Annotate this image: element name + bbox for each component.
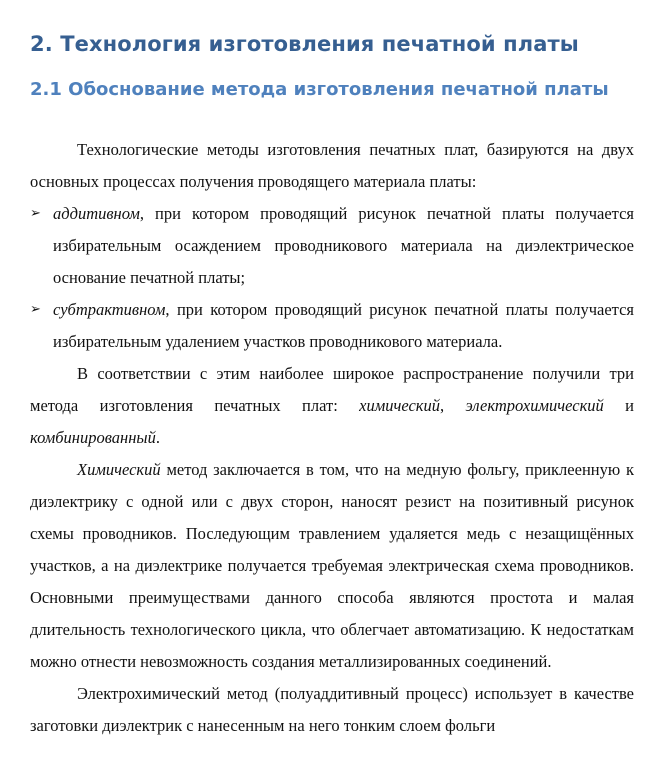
chemical-term: Химический [77,460,161,479]
subsection-heading: 2.1 Обоснование метода изготовления печатной платы [30,79,609,100]
section-heading: 2. Технология изготовления печатной платы [30,32,579,56]
list-item-additive [30,198,634,294]
intro-paragraph: Технологические методы изготовления печатных плат, базируются на двух основных процессах получения проводящего материала платы: [30,140,634,191]
additive-term: аддитивном [53,204,140,223]
method-chemical: химический [359,396,441,415]
arrowhead-bullet-icon: ➢ [30,302,41,317]
list-item-subtractive [30,294,634,358]
subtractive-description: , при котором проводящий рисунок печатной платы получается избирательным удалением участков проводникового материала. [53,300,634,351]
methods-text: В соответствии с этим наиболее широкое распространение получили три метода изготовления печатных плат: [30,364,634,415]
methods-paragraph [30,358,634,454]
separator: и [603,396,634,415]
electrochemical-method-paragraph: Электрохимический метод (полуаддитивный процесс) использует в качестве заготовки диэлектрик с нанесенным на него тонким слоем фольги [30,684,634,735]
period: . [155,428,160,447]
additive-description: , при котором проводящий рисунок печатной платы получается избирательным осаждением проводникового материала на диэлектрическое основание печатной платы; [53,204,634,287]
separator: , [440,396,466,415]
arrowhead-bullet-icon: ➢ [30,206,41,221]
chemical-description: метод заключается в том, что на медную фольгу, приклеенную к диэлектрику с одной или с двух сторон, наносят резист на позитивный рисунок схемы проводников. Последующим травлением удаляется медь с незащищённых участков, а на диэлектрике получается требуемая электрическая схема проводников. Основными преимуществами данного способа являются простота и малая длительность технологического цикла, что облегчает автоматизацию. К недостаткам можно отнести невозможность создания металлизированных соединений. [30,460,634,671]
document-body [30,134,634,742]
chemical-method-paragraph [30,454,634,678]
method-combined: комбинированный [30,428,156,447]
method-electrochemical: электрохимический [465,396,604,415]
subtractive-term: субтрактивном [53,300,166,319]
